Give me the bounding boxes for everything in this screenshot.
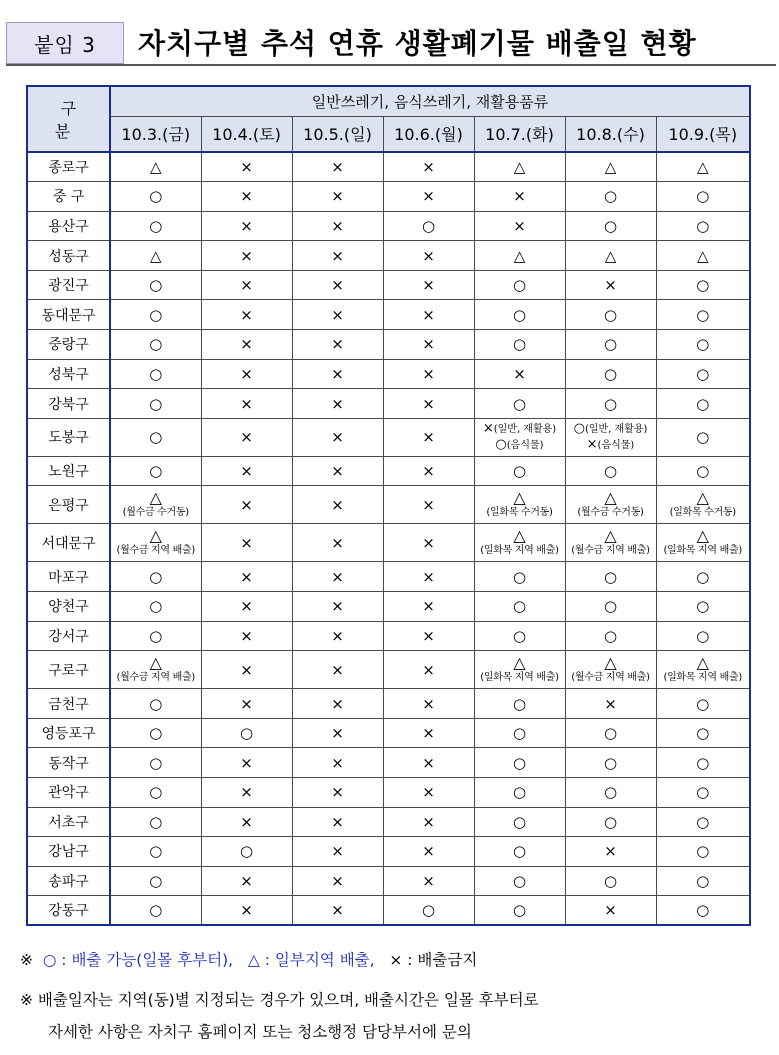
- status-cell: ×: [292, 807, 383, 837]
- status-cell: △ (일화목 지역 배출): [656, 524, 750, 562]
- status-cell: ×: [292, 651, 383, 689]
- status-cell: ○: [656, 592, 750, 622]
- status-cell: ○: [656, 418, 750, 456]
- status-cell: ○: [474, 300, 565, 330]
- status-cell: ○: [110, 718, 201, 748]
- status-cell: ×: [201, 486, 292, 524]
- date-header: 10.4.(토): [201, 116, 292, 152]
- district-name: 노원구: [27, 456, 110, 486]
- status-cell: ○: [656, 456, 750, 486]
- table-row: [27, 689, 750, 719]
- status-cell: ×: [383, 182, 474, 212]
- status-cell: △: [474, 152, 565, 182]
- table-row: [27, 621, 750, 651]
- status-cell: ○: [110, 389, 201, 419]
- page-title: 자치구별 추석 연휴 생활폐기물 배출일 현황: [138, 27, 697, 60]
- status-cell: ○: [565, 562, 656, 592]
- status-cell: ×: [292, 592, 383, 622]
- status-cell: ×: [201, 689, 292, 719]
- district-name: 동작구: [27, 748, 110, 778]
- table-row: [27, 241, 750, 271]
- date-header-row: [27, 116, 750, 152]
- status-cell: ×: [383, 592, 474, 622]
- status-cell: ○: [565, 359, 656, 389]
- status-cell: ○: [474, 896, 565, 926]
- status-cell: ○: [565, 778, 656, 808]
- status-cell: ○: [565, 300, 656, 330]
- status-cell: ×: [292, 778, 383, 808]
- status-cell: ×: [201, 807, 292, 837]
- table-row: [27, 778, 750, 808]
- status-cell: ○: [474, 778, 565, 808]
- status-cell: ×: [201, 778, 292, 808]
- district-name: 영등포구: [27, 718, 110, 748]
- status-cell: ○: [110, 621, 201, 651]
- status-cell: ○: [110, 689, 201, 719]
- district-name: 도봉구: [27, 418, 110, 456]
- table-row: [27, 562, 750, 592]
- table-row: [27, 718, 750, 748]
- status-cell: ○: [565, 211, 656, 241]
- district-name: 강동구: [27, 896, 110, 926]
- status-cell: ×: [201, 182, 292, 212]
- status-cell: ×: [292, 152, 383, 182]
- table-row: [27, 300, 750, 330]
- status-cell: ×: [474, 359, 565, 389]
- district-name: 성동구: [27, 241, 110, 271]
- status-cell: ○: [474, 562, 565, 592]
- status-cell: ○: [656, 689, 750, 719]
- status-cell: ×: [292, 182, 383, 212]
- status-cell: ×: [383, 807, 474, 837]
- status-cell: ×: [383, 330, 474, 360]
- status-cell: ○: [656, 359, 750, 389]
- status-cell: ×: [383, 152, 474, 182]
- status-cell: ○: [201, 837, 292, 867]
- table-row: [27, 152, 750, 182]
- status-cell: ○: [110, 866, 201, 896]
- district-name: 서대문구: [27, 524, 110, 562]
- status-cell: ○: [474, 592, 565, 622]
- status-cell: ×: [201, 359, 292, 389]
- status-cell: △: [565, 152, 656, 182]
- status-cell: ○: [656, 837, 750, 867]
- status-cell: ×: [292, 330, 383, 360]
- table-row: [27, 748, 750, 778]
- status-cell: ×: [292, 486, 383, 524]
- status-cell: ×: [292, 562, 383, 592]
- status-cell: ○: [110, 456, 201, 486]
- status-cell: ○: [565, 456, 656, 486]
- status-cell: △ (일화목 지역 배출): [474, 524, 565, 562]
- status-cell: ×: [292, 837, 383, 867]
- table-row: [27, 866, 750, 896]
- status-cell: ×: [292, 621, 383, 651]
- status-cell: ○: [474, 689, 565, 719]
- table-row: [27, 837, 750, 867]
- status-cell: ○: [110, 778, 201, 808]
- district-name: 관악구: [27, 778, 110, 808]
- attachment-badge: 붙임 3: [6, 22, 124, 64]
- page-header: [0, 0, 779, 70]
- status-cell: ○: [474, 807, 565, 837]
- status-cell: ×: [292, 389, 383, 419]
- status-cell: ×: [201, 621, 292, 651]
- status-cell: ○: [110, 592, 201, 622]
- status-cell: △: [110, 241, 201, 271]
- group-header: 일반쓰레기, 음식쓰레기, 재활용품류: [110, 86, 750, 116]
- status-cell: ×: [292, 418, 383, 456]
- district-name: 동대문구: [27, 300, 110, 330]
- status-cell: ×: [383, 456, 474, 486]
- status-cell: △ (월수금 지역 배출): [565, 524, 656, 562]
- status-cell: ×: [383, 748, 474, 778]
- date-header: 10.7.(화): [474, 116, 565, 152]
- status-cell: △ (일화목 수거동): [474, 486, 565, 524]
- status-cell: ×: [292, 866, 383, 896]
- status-cell: ×: [292, 270, 383, 300]
- status-cell: ○: [565, 866, 656, 896]
- status-cell: ×: [292, 689, 383, 719]
- date-header: 10.3.(금): [110, 116, 201, 152]
- status-cell: ×: [383, 359, 474, 389]
- status-cell: △: [656, 241, 750, 271]
- status-cell: △ (월수금 지역 배출): [110, 651, 201, 689]
- status-cell: △ (월수금 수거동): [110, 486, 201, 524]
- status-cell: ×: [201, 270, 292, 300]
- district-name: 금천구: [27, 689, 110, 719]
- status-cell: ○: [110, 359, 201, 389]
- status-cell: ○: [656, 389, 750, 419]
- status-cell: ×: [383, 486, 474, 524]
- status-cell: ×: [383, 621, 474, 651]
- status-cell: ○: [110, 211, 201, 241]
- table-body: [27, 152, 750, 925]
- district-name: 구로구: [27, 651, 110, 689]
- district-name: 마포구: [27, 562, 110, 592]
- district-name: 용산구: [27, 211, 110, 241]
- status-cell: ×: [383, 300, 474, 330]
- status-cell: ×: [565, 896, 656, 926]
- district-name: 양천구: [27, 592, 110, 622]
- status-cell: ×: [201, 211, 292, 241]
- district-name: 중 구: [27, 182, 110, 212]
- table-row: [27, 389, 750, 419]
- status-cell: ○: [656, 748, 750, 778]
- status-cell: ×: [383, 866, 474, 896]
- date-header: 10.6.(월): [383, 116, 474, 152]
- status-cell: ○: [474, 389, 565, 419]
- table-row: [27, 807, 750, 837]
- status-cell: ○: [656, 182, 750, 212]
- status-cell: ○: [656, 896, 750, 926]
- status-cell: ○: [110, 330, 201, 360]
- status-cell: ×: [383, 689, 474, 719]
- status-cell: ×: [201, 562, 292, 592]
- status-cell: ×: [474, 182, 565, 212]
- status-cell: ○: [565, 718, 656, 748]
- table-row: [27, 896, 750, 926]
- legend-line: [20, 948, 477, 970]
- header-divider: [6, 64, 776, 66]
- status-cell: ○: [110, 418, 201, 456]
- status-cell: ×: [201, 300, 292, 330]
- status-cell: ○: [656, 562, 750, 592]
- status-cell: ○: [565, 592, 656, 622]
- status-cell: ×: [383, 389, 474, 419]
- status-cell: ○: [110, 562, 201, 592]
- status-cell: ×(일반, 재활용) ○(음식물): [474, 418, 565, 456]
- status-cell: ○: [474, 621, 565, 651]
- status-cell: ×: [474, 211, 565, 241]
- status-cell: △ (일화목 지역 배출): [656, 651, 750, 689]
- table-row: [27, 456, 750, 486]
- status-cell: ○: [656, 330, 750, 360]
- district-name: 강북구: [27, 389, 110, 419]
- status-cell: ×: [292, 748, 383, 778]
- status-cell: ×: [383, 524, 474, 562]
- status-cell: △ (일화목 지역 배출): [474, 651, 565, 689]
- status-cell: ×: [383, 241, 474, 271]
- corner-header: 구 분: [27, 86, 110, 152]
- table-row: [27, 359, 750, 389]
- status-cell: ○: [110, 807, 201, 837]
- status-cell: ○: [565, 621, 656, 651]
- district-name: 은평구: [27, 486, 110, 524]
- status-cell: ○: [565, 807, 656, 837]
- district-name: 강남구: [27, 837, 110, 867]
- status-cell: △: [565, 241, 656, 271]
- status-cell: ×: [383, 778, 474, 808]
- status-cell: ○: [383, 211, 474, 241]
- status-cell: ○: [565, 389, 656, 419]
- status-cell: △ (월수금 지역 배출): [565, 651, 656, 689]
- status-cell: ×: [292, 718, 383, 748]
- status-cell: ×: [201, 152, 292, 182]
- status-cell: ○: [110, 748, 201, 778]
- table-row: [27, 270, 750, 300]
- status-cell: △ (일화목 수거동): [656, 486, 750, 524]
- status-cell: ×: [383, 718, 474, 748]
- status-cell: ×: [292, 524, 383, 562]
- table-row: [27, 418, 750, 456]
- legend-available: ○ : 배출 가능(일몰 후부터),: [42, 951, 234, 969]
- district-name: 종로구: [27, 152, 110, 182]
- table-row: [27, 651, 750, 689]
- status-cell: ×: [201, 651, 292, 689]
- status-cell: △: [656, 152, 750, 182]
- table-row: [27, 182, 750, 212]
- table-row: [27, 592, 750, 622]
- status-cell: ×: [292, 896, 383, 926]
- status-cell: △ (월수금 수거동): [565, 486, 656, 524]
- district-name: 서초구: [27, 807, 110, 837]
- status-cell: ×: [383, 270, 474, 300]
- status-cell: ○: [656, 807, 750, 837]
- status-cell: ×: [383, 562, 474, 592]
- district-name: 송파구: [27, 866, 110, 896]
- status-cell: ○: [110, 300, 201, 330]
- status-cell: ○: [110, 837, 201, 867]
- status-cell: ×: [292, 241, 383, 271]
- status-cell: △: [110, 152, 201, 182]
- status-cell: ○: [474, 748, 565, 778]
- status-cell: ○: [474, 837, 565, 867]
- status-cell: ×: [201, 330, 292, 360]
- status-cell: ○: [656, 621, 750, 651]
- table-row: [27, 486, 750, 524]
- status-cell: ×: [383, 651, 474, 689]
- status-cell: ○: [656, 718, 750, 748]
- status-cell: ×: [292, 456, 383, 486]
- status-cell: ○: [565, 748, 656, 778]
- status-cell: ○: [565, 330, 656, 360]
- note-line-1: ※ 배출일자는 지역(동)별 지정되는 경우가 있으며, 배출시간은 일몰 후부터로: [20, 991, 539, 1009]
- status-cell: ○: [474, 330, 565, 360]
- status-cell: ×: [201, 748, 292, 778]
- status-cell: ○: [474, 456, 565, 486]
- status-cell: ○: [656, 300, 750, 330]
- status-cell: ×: [565, 837, 656, 867]
- status-cell: ○: [474, 718, 565, 748]
- date-header: 10.9.(목): [656, 116, 750, 152]
- status-cell: ○: [474, 270, 565, 300]
- status-cell: ○: [110, 896, 201, 926]
- status-cell: △: [474, 241, 565, 271]
- status-cell: ×: [201, 866, 292, 896]
- status-cell: ○: [565, 182, 656, 212]
- status-cell: ×: [201, 592, 292, 622]
- status-cell: ×: [201, 896, 292, 926]
- legend-partial: △ : 일부지역 배출,: [247, 951, 375, 969]
- status-cell: ○: [383, 896, 474, 926]
- status-cell: ×: [292, 359, 383, 389]
- status-cell: ×: [201, 389, 292, 419]
- status-cell: ×: [383, 418, 474, 456]
- table-row: [27, 211, 750, 241]
- status-cell: ×: [292, 211, 383, 241]
- status-cell: ○: [656, 270, 750, 300]
- status-cell: ×: [201, 241, 292, 271]
- legend-prohibited: × : 배출금지: [389, 951, 478, 969]
- status-cell: △ (월수금 지역 배출): [110, 524, 201, 562]
- status-cell: ○: [201, 718, 292, 748]
- district-name: 성북구: [27, 359, 110, 389]
- district-name: 강서구: [27, 621, 110, 651]
- table-row: [27, 524, 750, 562]
- status-cell: ○: [656, 778, 750, 808]
- table-row: [27, 330, 750, 360]
- note-mark: ※: [20, 951, 33, 969]
- status-cell: ○: [110, 270, 201, 300]
- schedule-table: [26, 85, 751, 926]
- status-cell: ○: [656, 211, 750, 241]
- status-cell: ×: [565, 689, 656, 719]
- status-cell: ○: [474, 866, 565, 896]
- status-cell: ○: [110, 182, 201, 212]
- status-cell: ×: [201, 418, 292, 456]
- status-cell: ×: [565, 270, 656, 300]
- status-cell: ○(일반, 재활용) ×(음식물): [565, 418, 656, 456]
- status-cell: ×: [201, 524, 292, 562]
- district-name: 광진구: [27, 270, 110, 300]
- district-name: 중랑구: [27, 330, 110, 360]
- status-cell: ×: [201, 456, 292, 486]
- date-header: 10.8.(수): [565, 116, 656, 152]
- note-line-2: 자세한 사항은 자치구 홈페이지 또는 청소행정 담당부서에 문의: [48, 1023, 472, 1041]
- date-header: 10.5.(일): [292, 116, 383, 152]
- status-cell: ×: [292, 300, 383, 330]
- status-cell: ×: [383, 837, 474, 867]
- status-cell: ○: [656, 866, 750, 896]
